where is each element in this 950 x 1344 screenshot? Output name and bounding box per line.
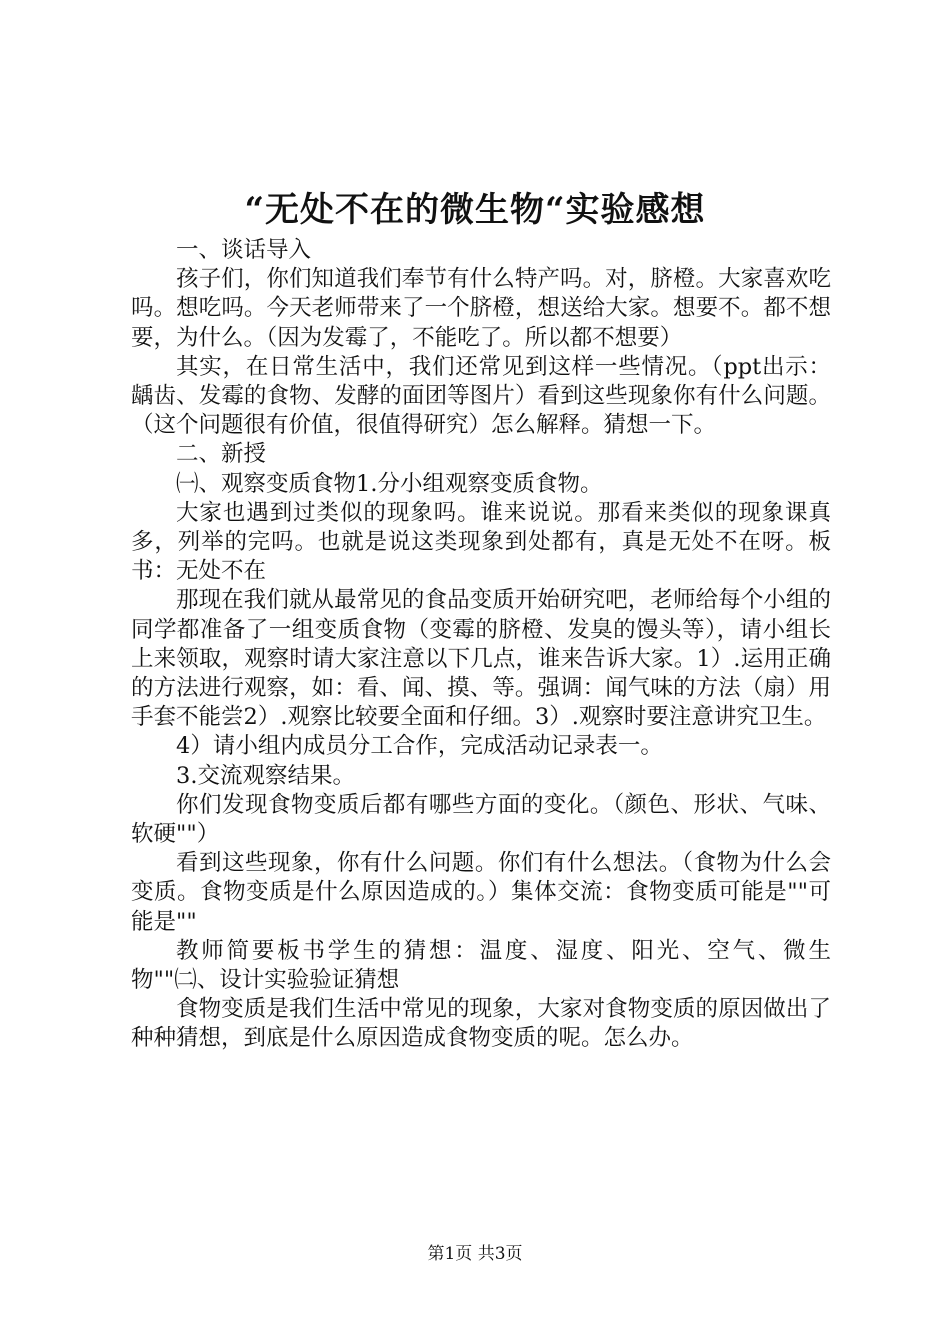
paragraph-1: 一、谈话导入 — [176, 237, 312, 263]
paragraph-11: 看到这些现象，你有什么问题。你们有什么想法。（食物为什么会变质。食物变质是什么原因造成的。）集体交流：食物变质可能是""可能是"" — [131, 850, 831, 935]
paragraph-3: 其实，在日常生活中，我们还常见到这样一些情况。（ppt出示：龋齿、发霉的食物、发酵的面团等图片）看到这些现象你有什么问题。（这个问题很有价值，很值得研究）怎么解释。猜想一下。 — [131, 353, 831, 439]
paragraph-12: 教师简要板书学生的猜想：温度、湿度、阳光、空气、微生物""㈡、设计实验验证猜想 — [131, 937, 831, 994]
document-body — [131, 236, 831, 1054]
paragraph-6: 大家也遇到过类似的现象吗。谁来说说。那看来类似的现象课真多，列举的完吗。也就是说这类现象到处都有，真是无处不在呀。板书：无处不在 — [131, 499, 831, 585]
paragraph-9: 3.交流观察结果。 — [176, 762, 355, 789]
page-title: “无处不在的微生物“实验感想 — [244, 190, 706, 230]
paragraph-8: 4）请小组内成员分工合作，完成活动记录表一。 — [176, 733, 663, 760]
paragraph-10: 你们发现食物变质后都有哪些方面的变化。（颜色、形状、气味、软硬""） — [131, 791, 831, 848]
paragraph-4: 二、新授 — [176, 441, 267, 468]
paragraph-7: 那现在我们就从最常见的食品变质开始研究吧，老师给每个小组的同学都准备了一组变质食物（变霉的脐橙、发臭的馒头等），请小组长上来领取，观察时请大家注意以下几点，谁来告诉大家。1）.运用正确的方法进行观察，如：看、闻、摸、等。强调：闻气味的方法（扇）用手套不能尝2）.观察比较要全面和仔细。3）.观察时要注意讲究卫生。 — [131, 587, 831, 731]
paragraph-13: 食物变质是我们生活中常见的现象，大家对食物变质的原因做出了种种猜想，到底是什么原因造成食物变质的呢。怎么办。 — [131, 996, 831, 1052]
paragraph-2: 孩子们，你们知道我们奉节有什么特产吗。对，脐橙。大家喜欢吃吗。想吃吗。今天老师带来了一个脐橙，想送给大家。想要不。都不想要，为什么。（因为发霉了，不能吃了。所以都不想要） — [131, 266, 831, 351]
paragraph-5: ㈠、观察变质食物1.分小组观察变质食物。 — [176, 470, 603, 497]
page-footer: 第1页 共3页 — [427, 1244, 523, 1264]
